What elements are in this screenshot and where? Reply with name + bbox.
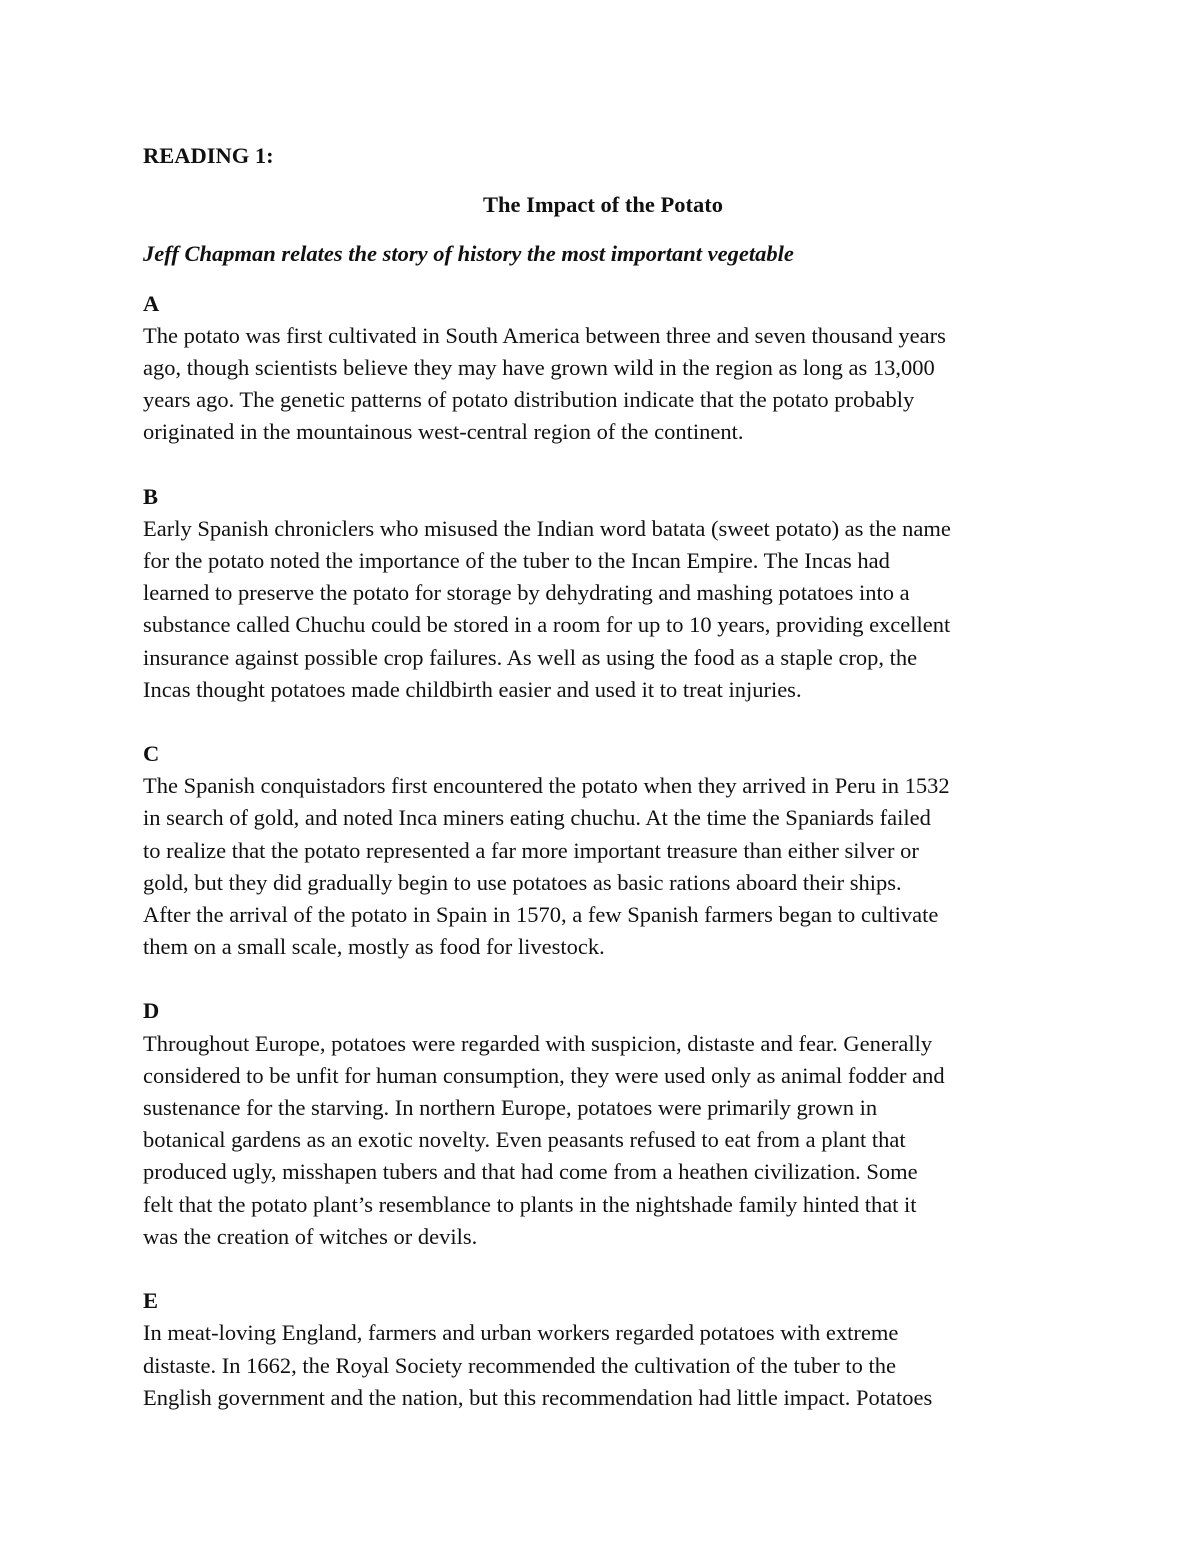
body-line: The potato was first cultivated in South America between three and seven thousand years xyxy=(143,322,946,348)
section-a xyxy=(143,288,1063,449)
body-line: sustenance for the starving. In northern Europe, potatoes were primarily grown in xyxy=(143,1095,878,1121)
body-line: produced ugly, misshapen tubers and that had come from a heathen civilization. Some xyxy=(143,1159,918,1185)
body-line: learned to preserve the potato for storage by dehydrating and mashing potatoes into a xyxy=(143,580,910,606)
body-line: in search of gold, and noted Inca miners eating chuchu. At the time the Spaniards failed xyxy=(143,805,931,831)
body-line: After the arrival of the potato in Spain in 1570, a few Spanish farmers began to cultivate xyxy=(143,902,939,928)
body-line: distaste. In 1662, the Royal Society recommended the cultivation of the tuber to the xyxy=(143,1352,896,1378)
reading-label: READING 1: xyxy=(143,143,274,168)
body-line: Throughout Europe, potatoes were regarded with suspicion, distaste and fear. Generally xyxy=(143,1030,933,1056)
body-line: ago, though scientists believe they may have grown wild in the region as long as 13,000 xyxy=(143,355,935,381)
document-subtitle: Jeff Chapman relates the story of history the most important vegetable xyxy=(143,241,794,267)
section-e xyxy=(143,1285,1063,1414)
body-line: gold, but they did gradually begin to use potatoes as basic rations aboard their ships. xyxy=(143,869,902,895)
body-line: Early Spanish chroniclers who misused the Indian word batata (sweet potato) as the name xyxy=(143,515,951,541)
document-title: The Impact of the Potato xyxy=(483,192,723,218)
body-line: felt that the potato plant’s resemblance to plants in the nightshade family hinted that it xyxy=(143,1191,917,1217)
section-b xyxy=(143,481,1063,706)
section-d xyxy=(143,995,1063,1253)
section-body xyxy=(143,770,1063,963)
section-body xyxy=(143,1028,1063,1253)
section-body xyxy=(143,513,1063,706)
body-line: for the potato noted the importance of the tuber to the Incan Empire. The Incas had xyxy=(143,548,890,574)
body-line: was the creation of witches or devils. xyxy=(143,1223,478,1249)
body-line: years ago. The genetic patterns of potato distribution indicate that the potato probably xyxy=(143,387,915,413)
body-line: In meat-loving England, farmers and urban workers regarded potatoes with extreme xyxy=(143,1320,899,1346)
body-line: The Spanish conquistadors first encountered the potato when they arrived in Peru in 1532 xyxy=(143,773,950,799)
section-letter: C xyxy=(143,741,160,767)
body-line: English government and the nation, but this recommendation had little impact. Potatoes xyxy=(143,1384,933,1410)
section-body xyxy=(143,1317,1063,1414)
body-line: to realize that the potato represented a far more important treasure than either silver or xyxy=(143,837,919,863)
body-line: Incas thought potatoes made childbirth easier and used it to treat injuries. xyxy=(143,676,802,702)
section-c xyxy=(143,738,1063,963)
section-letter: B xyxy=(143,483,159,509)
section-letter: E xyxy=(143,1288,159,1314)
body-line: insurance against possible crop failures. As well as using the food as a staple crop, the xyxy=(143,644,918,670)
section-body xyxy=(143,320,1063,449)
body-line: considered to be unfit for human consumption, they were used only as animal fodder and xyxy=(143,1062,945,1088)
body-line: substance called Chuchu could be stored in a room for up to 10 years, providing excellent xyxy=(143,612,951,638)
body-line: them on a small scale, mostly as food for livestock. xyxy=(143,934,605,960)
section-letter: D xyxy=(143,998,160,1024)
body-line: originated in the mountainous west-central region of the continent. xyxy=(143,419,744,445)
document-page xyxy=(143,140,1063,1446)
section-letter: A xyxy=(143,290,160,316)
body-line: botanical gardens as an exotic novelty. Even peasants refused to eat from a plant that xyxy=(143,1127,906,1153)
